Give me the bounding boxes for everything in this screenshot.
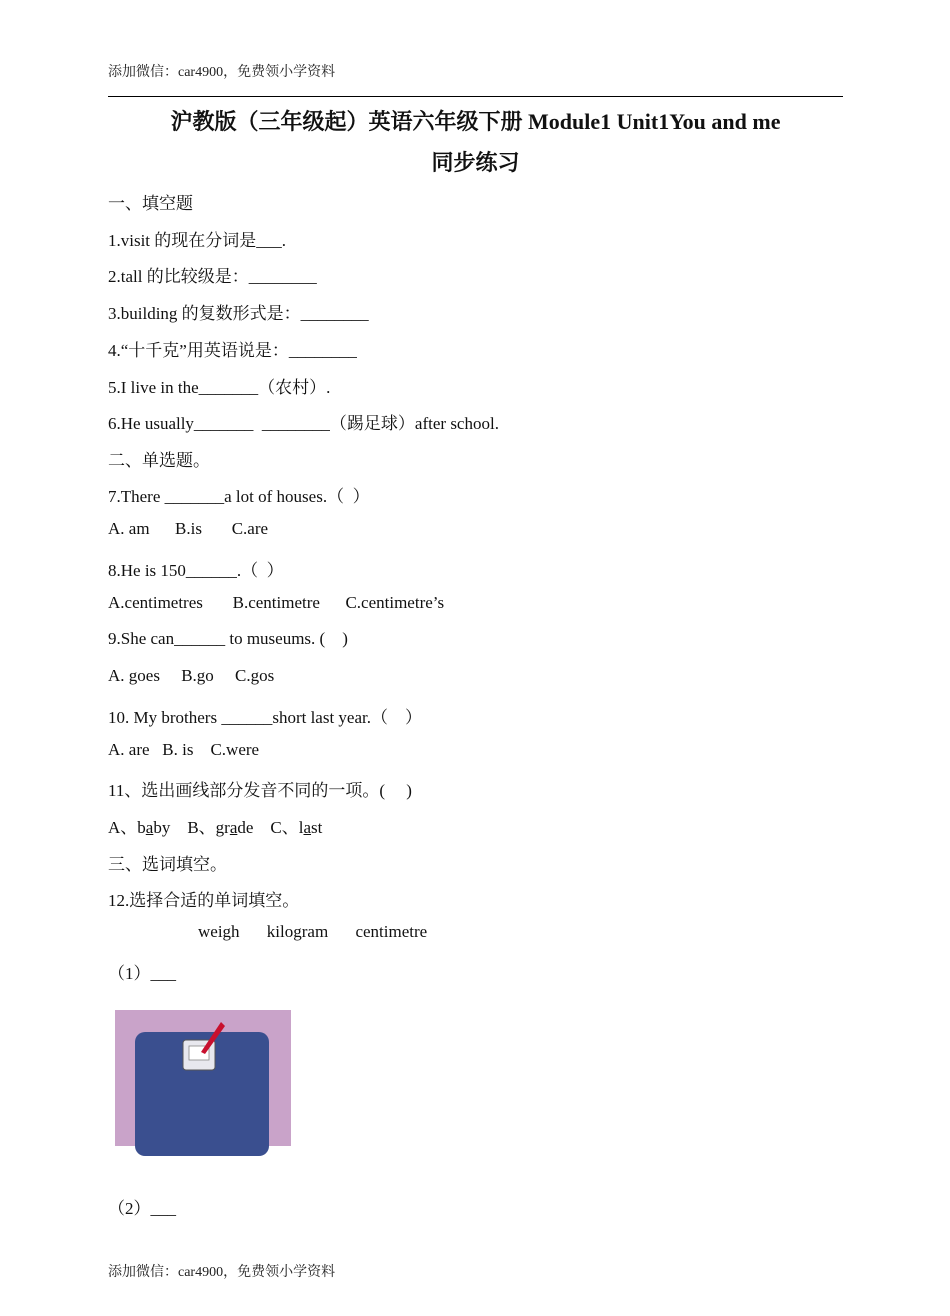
bathroom-scale-image — [113, 1008, 293, 1158]
header-rule — [108, 96, 843, 97]
question-8: 8.He is 150______.（ ） — [108, 561, 284, 580]
question-10: 10. My brothers ______short last year.（ ） — [108, 708, 422, 727]
question-9: 9.She can______ to museums. ( ) — [108, 629, 348, 648]
question-1: 1.visit 的现在分词是___. — [108, 231, 287, 250]
word-bank-item: centimetre — [355, 922, 428, 941]
question-12: 12.选择合适的单词填空。 — [108, 891, 300, 910]
question-2: 2.tall 的比较级是：________ — [108, 267, 317, 286]
page-title — [108, 101, 843, 183]
question-4: 4.“十千克”用英语说是：________ — [108, 341, 357, 360]
section-heading-fill-in: 一、填空题 — [108, 194, 193, 213]
blank-1: （1）___ — [108, 964, 176, 983]
section-heading-single-choice: 二、单选题。 — [108, 451, 210, 470]
title-line-2: 同步练习 — [431, 150, 520, 175]
question-7: 7.There _______a lot of houses.（ ） — [108, 487, 370, 506]
question-7-options: A. am B.is C.are — [108, 519, 269, 538]
question-11-options: A、baby B、grade C、last — [108, 818, 323, 837]
section-heading-word-choice: 三、选词填空。 — [108, 855, 227, 874]
blank-2: （2）___ — [108, 1199, 176, 1218]
title-line-1: 沪教版（三年级起）英语六年级下册 Module1 Unit1You and me — [170, 109, 781, 134]
word-bank-item: weigh — [198, 922, 240, 941]
word-bank-item: kilogram — [266, 922, 329, 941]
word-bank — [198, 922, 450, 942]
header-note: 添加微信：car4900，免费领小学资料 — [108, 65, 336, 80]
question-8-options: A.centimetres B.centimetre C.centimetre’s — [108, 593, 445, 612]
question-11: 11、选出画线部分发音不同的一项。( ) — [108, 781, 412, 800]
question-6: 6.He usually_______ ________（踢足球）after school. — [108, 414, 499, 433]
question-10-options: A. are B. is C.were — [108, 740, 260, 759]
footer-note: 添加微信：car4900，免费领小学资料 — [108, 1265, 336, 1280]
question-5: 5.I live in the_______（农村）. — [108, 378, 331, 397]
question-3: 3.building 的复数形式是：________ — [108, 304, 369, 323]
question-9-options: A. goes B.go C.gos — [108, 666, 275, 685]
